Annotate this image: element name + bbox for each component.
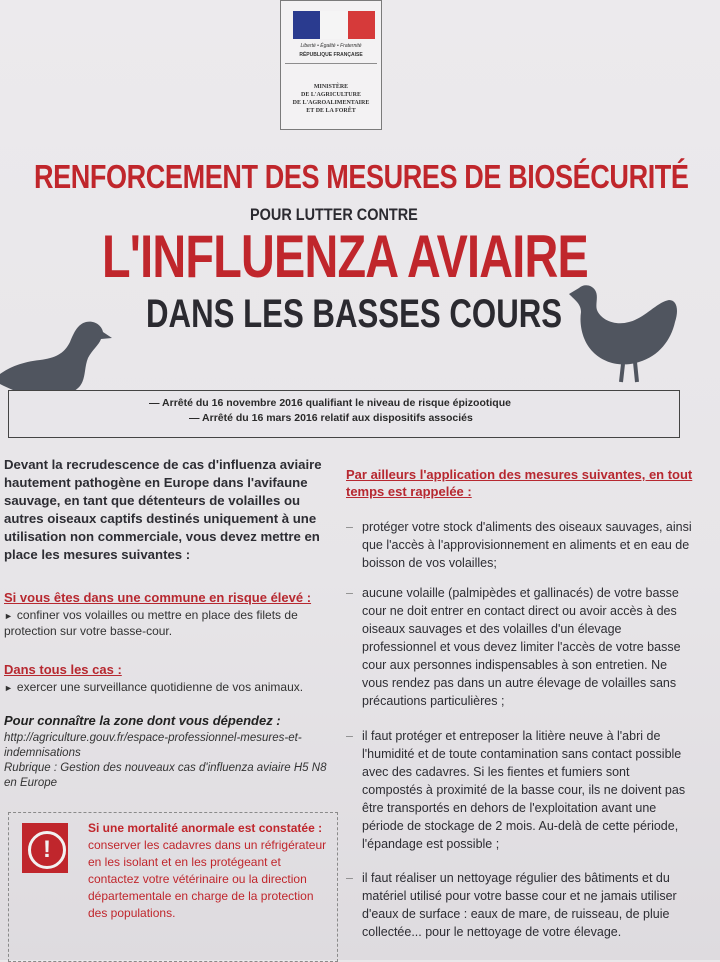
measure-item-1-text: protéger votre stock d'aliments des oiseaux sauvages, ainsi que l'accès à l'approvisionnement en aliments et en eau de boisson de vos volailles; [362,520,692,570]
all-cases-bullet-text: exercer une surveillance quotidienne de vos animaux. [16,680,304,694]
decree-box [8,390,680,438]
title-line-2: POUR LUTTER CONTRE [250,205,418,224]
measure-item-2: – aucune volaille (palmipèdes et gallinacés) de votre basse cour ne doit entrer en contact direct ou avoir accès à des oiseaux sauvages et des volailles d'un élevage professionnel et vous devez limiter l'accès de votre basse cour aux personnes indispensables à son entretien. Ne vous rendez pas dans un autre élevage de volailles sans précautions particulières ; [346,584,692,710]
decree-line-2: — Arrêté du 16 mars 2016 relatif aux dispositifs associés [189,412,473,424]
arrow-bullet-icon: ► [4,611,13,621]
measure-item-4: – il faut réaliser un nettoyage régulier des bâtiments et du matériel utilisé pour votre basse cour et ne jamais utiliser d'eaux de surface : eaux de mare, de ruisseau, de pluie collectée... pour le nettoyage de votre élevage. [346,869,692,941]
hen-silhouette-icon [565,282,680,387]
ministry-name: MINISTÈRE DE L'AGRICULTURE DE L'AGROALIMENTAIRE ET DE LA FORÊT [292,84,370,114]
all-cases-heading: Dans tous les cas : [4,662,122,677]
arrow-bullet-icon: ► [4,683,13,693]
right-heading: Par ailleurs l'application des mesures suivantes, en tout temps est rappelée : [346,467,693,499]
logo-motto: Liberté • Égalité • Fraternité [300,43,362,49]
measure-item-1: – protéger votre stock d'aliments des oiseaux sauvages, ainsi que l'accès à l'approvisionnement en aliments et en eau de boisson de vos volailles; [346,520,692,570]
marianne-logo [285,3,377,64]
measure-item-3: – il faut protéger et entreposer la litière neuve à l'abri de l'humidité et de toute contamination sans contact possible avec des cadavres. Si les fientes et fumiers sont compostés à proximité de la basse cour, ils ne doivent pas être transportés en dehors de l'exploitation avant une période de stockage de 2 mois. Au-delà de cette période, l'épandage est possible ; [346,727,692,853]
french-flag-icon [293,11,375,39]
intro-paragraph: Devant la recrudescence de cas d'influenza aviaire hautement pathogène en Europe dans l'avifaune sauvage, en tant que détenteurs de volailles ou autres oiseaux captifs destinés uniquement à une utilisation non commerciale, vous devez mettre en place les mesures suivantes : [4,457,322,562]
duck-silhouette-icon [0,312,115,402]
logo-republic: RÉPUBLIQUE FRANÇAISE [299,52,363,58]
measure-item-4-text: il faut réaliser un nettoyage régulier des bâtiments et du matériel utilisé pour votre basse cour et ne jamais utiliser d'eaux de surface : eaux de mare, de ruisseau, de pluie collectée... pour le nettoyage de votre élevage. [362,871,677,939]
title-line-4: DANS LES BASSES COURS [146,292,563,336]
decree-line-1: — Arrêté du 16 novembre 2016 qualifiant le niveau de risque épizootique [149,397,511,409]
measure-item-3-text: il faut protéger et entreposer la litière neuve à l'abri de l'humidité et de toute contamination sans contact possible avec des cadavres. Si les fientes et fumiers sont compostés à proximité de la basse cour, ils ne doivent pas être transportés en dehors de l'exploitation avant une période de stockage de 2 mois. Au-delà de cette période, l'épandage est possible ; [362,729,686,851]
high-risk-bullet [4,608,334,639]
ministry-logo [280,0,382,130]
high-risk-bullet-text: confiner vos volailles ou mettre en place des filets de protection sur votre basse-cour. [4,608,298,638]
high-risk-heading: Si vous êtes dans une commune en risque élevé : [4,590,312,605]
alert-body: conserver les cadavres dans un réfrigérateur en les isolant et en les protégeant et contactez votre vétérinaire ou la direction départementale en charge de la protection des populations. [88,838,327,920]
all-cases-bullet [4,680,334,696]
exclamation-icon: ! [22,823,68,873]
alert-text [88,820,328,922]
alert-bold: Si une mortalité anormale est constatée : [88,821,323,835]
zone-heading: Pour connaître la zone dont vous dépendez : [4,713,281,728]
zone-link-text: http://agriculture.gouv.fr/espace-professionnel-mesures-et-indemnisations Rubrique : Gestion des nouveaux cas d'influenza aviaire H5 N8 en Europe [4,732,327,789]
measure-item-2-text: aucune volaille (palmipèdes et gallinacés) de votre basse cour ne doit entrer en contact direct ou avoir accès à des oiseaux sauvages et des volailles d'un élevage professionnel et vous devez limiter l'accès de votre basse cour aux personnes indispensables à son entretien. Ne vous rendez pas dans un autre élevage de volailles sans précautions particulières ; [362,586,681,708]
title-line-3: L'INFLUENZA AVIAIRE [102,223,588,290]
title-line-1: RENFORCEMENT DES MESURES DE BIOSÉCURITÉ [34,158,689,195]
